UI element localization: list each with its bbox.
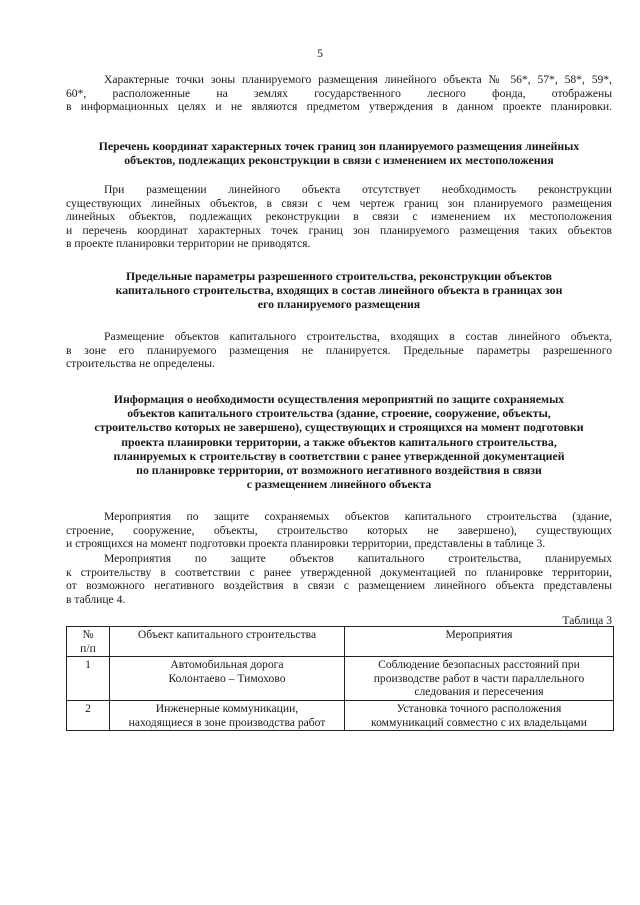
header-object: Объект капитального строительства: [110, 627, 345, 657]
cell-measures: [345, 700, 614, 730]
cell-line: коммуникаций совместно с их владельцами: [371, 715, 587, 729]
cell-line: Соблюдение безопасных расстояний при: [378, 658, 580, 672]
cell-object: [110, 700, 345, 730]
paragraph-no-placement: [66, 330, 612, 371]
measures-table: [66, 626, 614, 731]
heading-line: объектов, подлежащих реконструкции в связи с изменением их местоположения: [124, 153, 554, 168]
cell-line: следования и пересечения: [414, 685, 544, 699]
text-line: строение, сооружение, объекты, строительство которых не завершено), существующих: [66, 523, 612, 537]
cell-line: Установка точного расположения: [396, 701, 562, 715]
heading-coordinates-list: [66, 139, 612, 167]
cell-number: 1: [67, 657, 110, 701]
text-line: линейных объектов, подлежащих реконструкции в связи с изменением их местоположения: [66, 210, 612, 224]
header-number: [67, 627, 110, 657]
heading-line: с размещением линейного объекта: [246, 477, 432, 492]
heading-line: Предельные параметры разрешенного строительства, реконструкции объектов: [125, 269, 553, 283]
text-line: в проекте планировки территории не приводятся.: [66, 237, 311, 251]
cell-object: [110, 657, 345, 701]
text-line: и строящихся на момент подготовки проекта планировки территории, представлены в таблице 3.: [66, 537, 546, 551]
text-line: в зоне его планируемого размещения не планируется. Предельные параметры разрешенного: [66, 343, 612, 357]
header-number-line: п/п: [80, 641, 96, 655]
heading-building-parameters: [66, 269, 612, 312]
cell-measures: [345, 657, 614, 701]
text-line: Мероприятия по защите объектов капитального строительства, планируемых: [104, 552, 612, 565]
text-line: от возможного негативного воздействия в связи с размещением линейного объекта представлены: [66, 579, 612, 593]
heading-line: строительство которых не завершено), существующих и строящихся на момент подготовки: [94, 420, 584, 435]
table-row: [67, 657, 614, 701]
cell-line: Автомобильная дорога: [170, 658, 284, 672]
table-header-row: [67, 627, 614, 657]
cell-number: 2: [67, 700, 110, 730]
text-line: в информационных целях и не являются предметом утверждения в данном проекте планировки.: [66, 100, 612, 114]
text-line: Размещение объектов капитального строительства, входящих в состав линейного объекта,: [104, 330, 612, 343]
heading-line: планируемых к строительству в соответствии с ранее утвержденной документацией: [113, 448, 565, 463]
text-line: и перечень координат характерных точек границ зон планируемого размещения таких объектов: [66, 223, 612, 237]
cell-line: находящиеся в зоне производства работ: [128, 715, 326, 729]
heading-line: Перечень координат характерных точек границ зон планируемого размещения линейных: [98, 139, 580, 153]
text-line: Характерные точки зоны планируемого размещения линейного объекта № 56*, 57*, 58*, 59*,: [104, 73, 612, 86]
text-line: При размещении линейного объекта отсутствует необходимость реконструкции: [104, 183, 612, 196]
text-line: строительства не определены.: [66, 357, 215, 371]
cell-line: Колонтаево – Тимохово: [168, 671, 286, 685]
text-line: Мероприятия по защите сохраняемых объектов капитального строительства (здание,: [104, 510, 612, 523]
paragraph-points-note: [66, 73, 612, 114]
heading-line: капитального строительства, входящих в состав линейного объекта в границах зон: [115, 283, 563, 298]
text-line: существующих линейных объектов, в связи с чем чертеж границ зон планируемого размещения: [66, 196, 612, 210]
heading-line: по планировке территории, от возможного негативного воздействия в связи: [136, 463, 542, 478]
page-number: 5: [317, 46, 323, 60]
header-number-line: №: [82, 628, 94, 641]
heading-line: проекта планировки территории, а также объектов капитального строительства,: [121, 434, 557, 449]
paragraph-table4-reference: [66, 552, 612, 606]
heading-protection-measures: [66, 392, 612, 491]
text-line: к строительству в соответствии с ранее утвержденной документацией по планировке территории,: [66, 565, 612, 579]
paragraph-table3-reference: [66, 510, 612, 551]
table-row: [67, 700, 614, 730]
heading-line: Информация о необходимости осуществления мероприятий по защите сохраняемых: [113, 392, 565, 406]
table-caption: Таблица 3: [562, 614, 612, 627]
cell-line: Инженерные коммуникации,: [155, 701, 299, 715]
header-measures: Мероприятия: [345, 627, 614, 657]
cell-line: производстве работ в части параллельного: [373, 671, 585, 685]
paragraph-no-reconstruction: [66, 183, 612, 251]
text-line: в таблице 4.: [66, 592, 126, 606]
heading-line: его планируемого размещения: [257, 297, 421, 312]
text-line: 60*, расположенные на землях государственного лесного фонда, отображены: [66, 86, 612, 100]
heading-line: объектов капитального строительства (здание, строение, сооружение, объекты,: [127, 406, 551, 421]
